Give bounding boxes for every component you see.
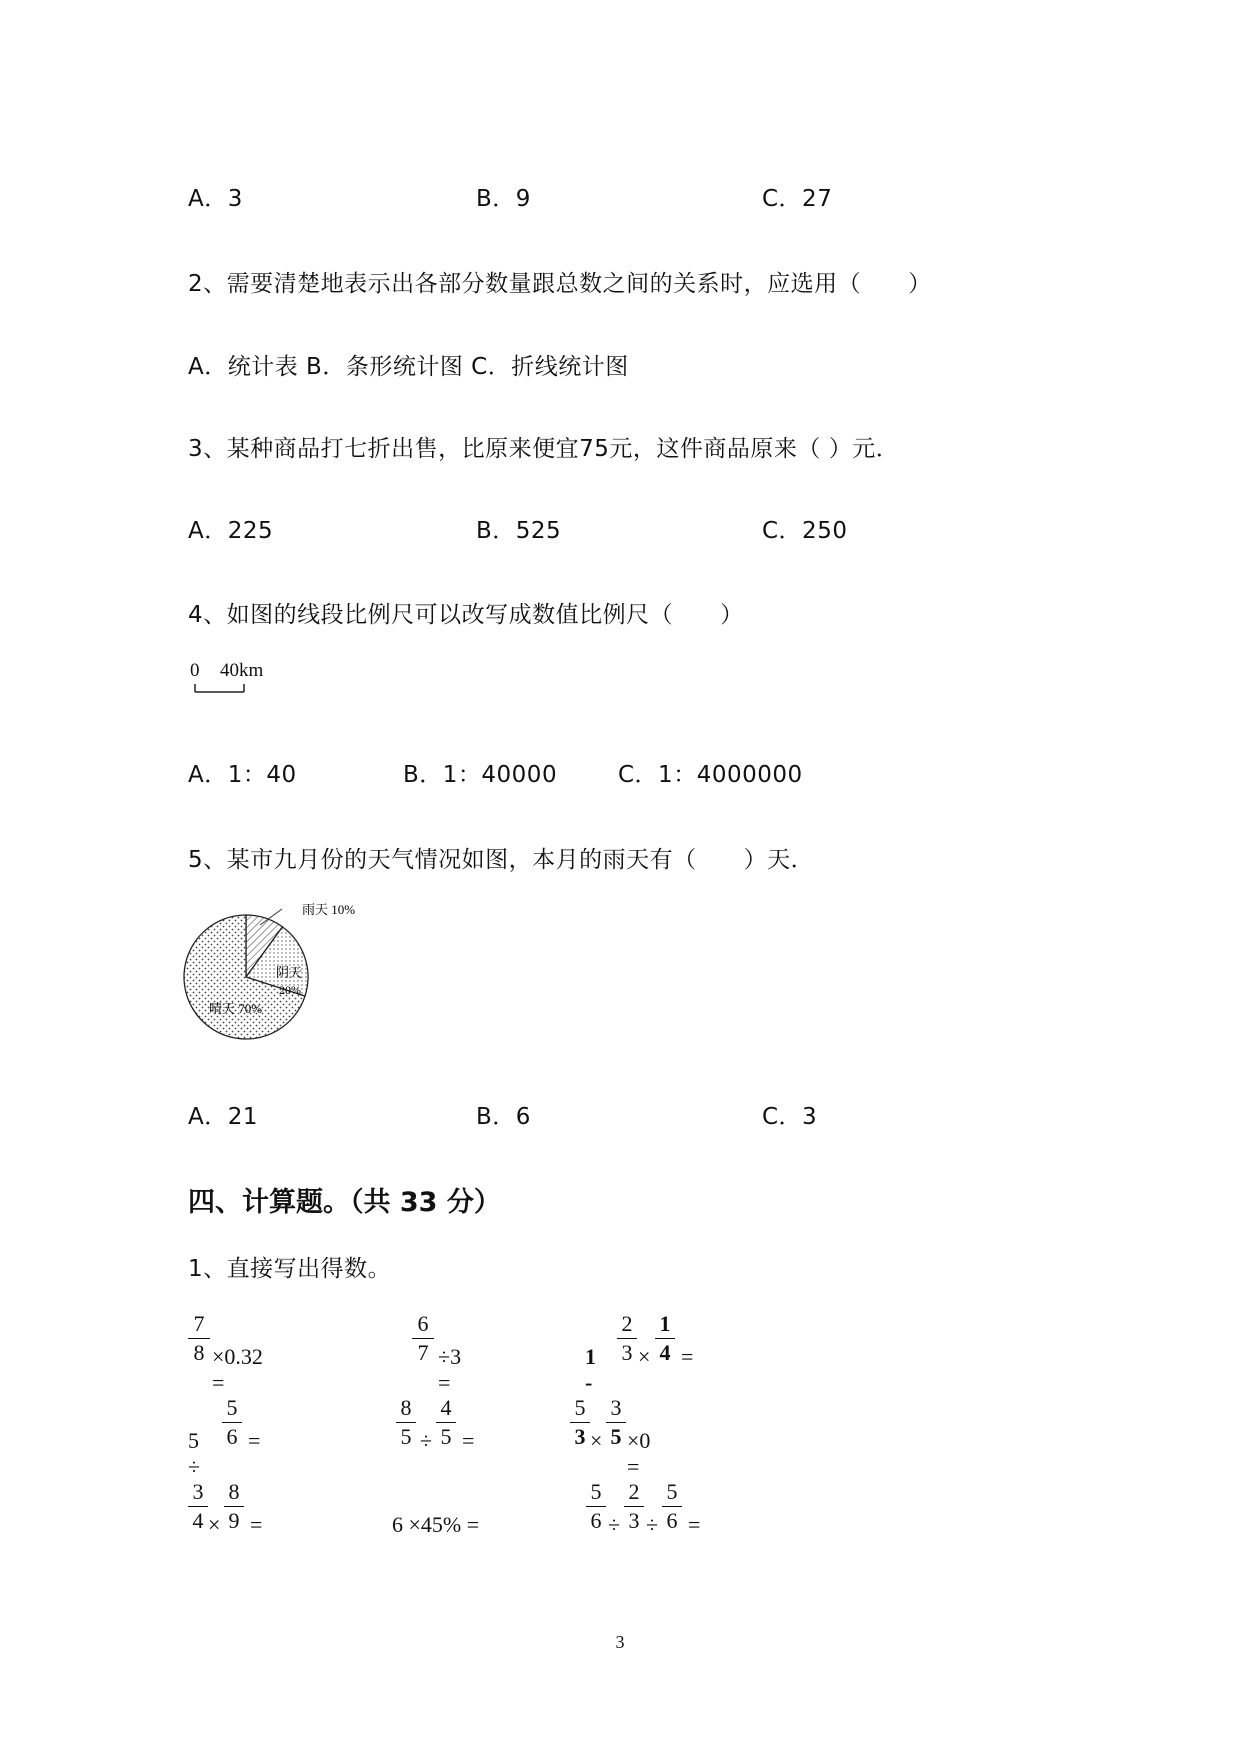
q1-option-c: C．27 — [762, 186, 833, 212]
q2-options: A．统计表 B．条形统计图 C．折线统计图 — [188, 354, 629, 380]
page-number: 3 — [615, 1632, 625, 1652]
q3-option-a: A．225 — [188, 518, 274, 544]
q5-option-c: C．3 — [762, 1104, 818, 1130]
q2-stem: 2、需要清楚地表示出各部分数量跟总数之间的关系时，应选用（ ） — [188, 271, 932, 297]
fraction: 5 3 — [570, 1396, 590, 1449]
cloudy-slice-name: 阴天 — [276, 965, 303, 980]
scale-zero-label: 0 — [190, 660, 200, 681]
fraction: 1 4 — [655, 1312, 675, 1365]
weather-pie-chart — [180, 895, 380, 1075]
cloudy-slice-pct: 20% — [279, 983, 301, 997]
fraction: 4 5 — [436, 1396, 456, 1449]
fraction: 5 6 — [662, 1480, 682, 1533]
q3-stem: 3、某种商品打七折出售，比原来便宜75元，这件商品原来（ ）元． — [188, 436, 900, 462]
q5-option-a: A．21 — [188, 1104, 259, 1130]
q4-option-c: C．1：4000000 — [618, 762, 803, 788]
section-4-title: 四、计算题。（共 33 分） — [188, 1187, 501, 1218]
q3-option-b: B．525 — [476, 518, 562, 544]
q5-option-b: B．6 — [476, 1104, 531, 1130]
sunny-slice-label: 晴天 70% — [209, 1001, 263, 1016]
q4-option-a: A．1：40 — [188, 762, 297, 788]
expression-8: 6 ×45% = — [392, 1512, 480, 1537]
fraction: 3 5 — [606, 1396, 626, 1449]
q5-stem: 5、某市九月份的天气情况如图，本月的雨天有（ ）天． — [188, 847, 815, 873]
q1-option-a: A．3 — [188, 186, 243, 212]
q3-option-c: C．250 — [762, 518, 848, 544]
q1-option-b: B．9 — [476, 186, 531, 212]
fraction: 8 5 — [396, 1396, 416, 1449]
fraction: 5 6 — [586, 1480, 606, 1533]
scale-bar — [190, 682, 250, 698]
fraction: 6 7 — [412, 1312, 434, 1365]
fraction: 7 8 — [188, 1312, 210, 1365]
q4-stem: 4、如图的线段比例尺可以改写成数值比例尺（ ） — [188, 602, 744, 628]
q4-option-b: B．1：40000 — [403, 762, 558, 788]
rain-slice-label: 雨天 10% — [302, 902, 356, 917]
scale-distance-label: 40km — [220, 660, 264, 681]
fraction: 2 3 — [624, 1480, 644, 1533]
fraction: 2 3 — [617, 1312, 637, 1365]
fraction: 5 6 — [222, 1396, 242, 1449]
fraction: 8 9 — [224, 1480, 244, 1533]
fraction: 3 4 — [188, 1480, 208, 1533]
section-4-q1-stem: 1、直接写出得数。 — [188, 1256, 392, 1282]
